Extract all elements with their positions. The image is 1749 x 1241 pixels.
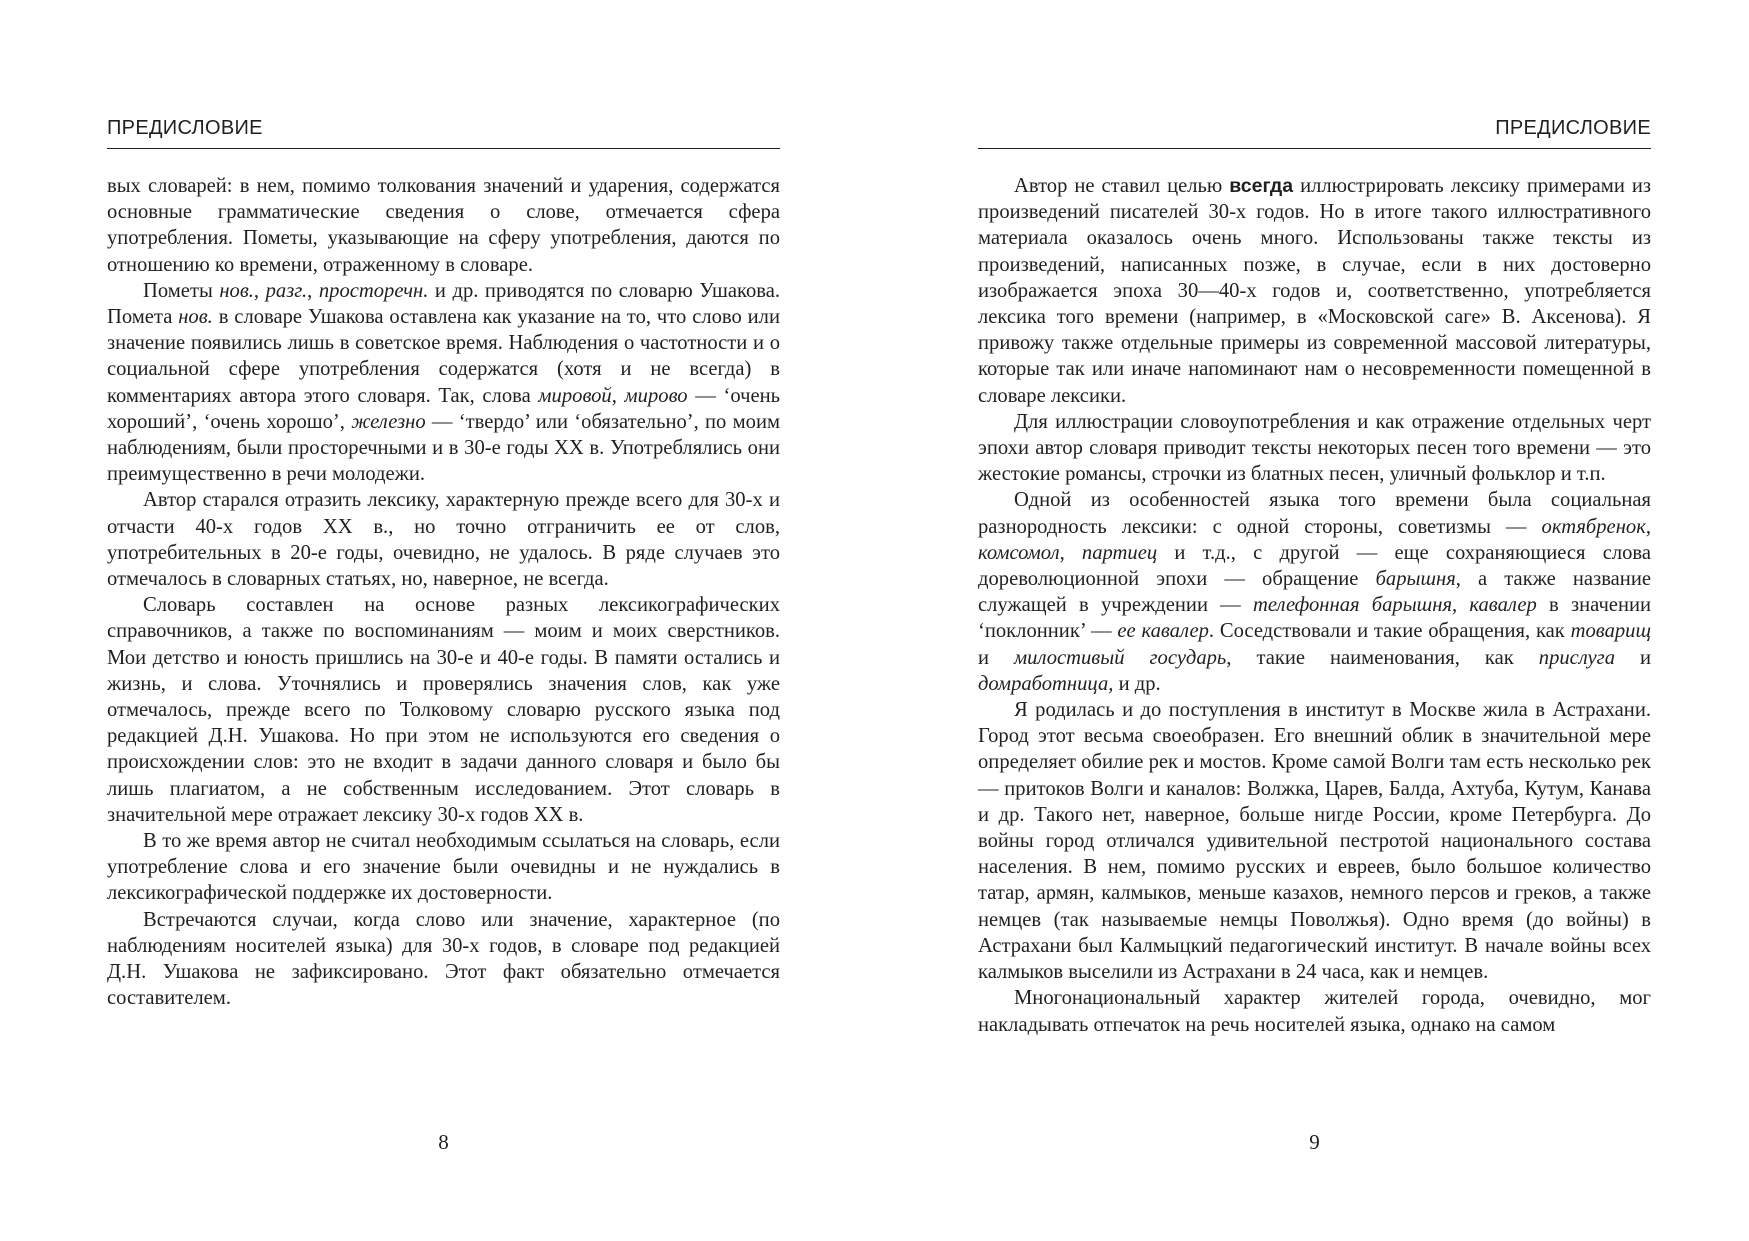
text-run: , <box>307 279 319 302</box>
italic-text: нов. <box>219 279 254 302</box>
text-run: иллюстрировать лексику примерами из произведений писателей 30-х годов. Но в итоге такого иллюстративного материала оказалось очень много. Использованы также тексты из произведений, написанных позже, в случае, если в них достоверно изображается эпоха 30—40-х годов и, соответственно, употребляется лексика того времени (например, в «Московской саге» В. Аксенова). Я привожу также отдельные примеры из современной массовой литературы, которые так или иначе напоминают нам о несовременности помещенной в словаре лексики. <box>978 175 1651 407</box>
text-run: и <box>978 646 1015 669</box>
text-run: Автор старался отразить лексику, характерную прежде всего для 30-х и отчасти 40-х годов XX в., но точно отграничить ее от слов, употребительных в 20-е годы, очевидно, не удалось. В ряде случаев это отмечалось в словарных статьях, но, наверное, не всегда. <box>107 489 780 591</box>
text-run: Автор не ставил целью <box>1014 175 1230 197</box>
text-run: Я родилась и до поступления в институт в Москве жила в Астрахани. Город этот весьма своеобразен. Его внешний облик в значительной мере определяет обилие рек и мостов. Кроме самой Волги там есть несколько рек — притоков Волги и каналов: Волжка, Царев, Балда, Ахтуба, Кутум, Канава и др. Такого нет, наверное, больше нигде России, кроме Петербурга. До войны город отличался удивительной пестротой национального состава населения. В нем, помимо русских и евреев, было большое количество татар, армян, калмыков, меньше казахов, немного персов и греков, а также немцев (так называемые немцы Поволжья). Одно время (до войны) в Астрахани был Калмыцкий педагогический институт. В начале войны всех калмыков выселили из Астрахани в 24 часа, как и немцев. <box>978 699 1651 984</box>
italic-text: кавалер <box>1469 594 1537 617</box>
text-run: и др. <box>1113 672 1161 695</box>
italic-text: барышня <box>1375 568 1456 591</box>
text-run: Встречаются случаи, когда слово или значение, характерное (по наблюдениям носителей языка) для 30-х годов, в словаре под редакцией Д.Н. Ушакова не зафиксировано. Этот факт обязательно отмечается составителем. <box>107 908 780 1010</box>
text-run: , <box>1059 541 1082 564</box>
italic-text: партиец <box>1081 541 1158 564</box>
paragraph <box>978 409 1651 488</box>
italic-text: мировой <box>538 384 612 407</box>
italic-text: октябренок <box>1541 515 1646 538</box>
text-run: — ‘очень хороший’, ‘очень хорошо’, <box>107 384 780 433</box>
text-run: , <box>1452 594 1470 617</box>
paragraph <box>107 487 780 592</box>
text-run: вых словарей: в нем, помимо толкования значений и ударения, содержатся основные грамматические сведения о слове, отмечается сфера употребления. Пометы, указывающие на сферу употребления, даются по отношению ко времени, отраженному в словаре. <box>107 175 780 276</box>
italic-text: товарищ <box>1570 620 1652 643</box>
text-run: , <box>611 384 625 407</box>
body-text-left <box>107 173 780 1012</box>
italic-text: ее кавалер <box>1117 620 1209 643</box>
italic-text: железно <box>351 410 426 433</box>
paragraph <box>978 487 1651 697</box>
body-text-right <box>978 173 1651 1038</box>
italic-text: комсомол <box>978 541 1060 564</box>
text-run: Для иллюстрации словоупотребления и как отражение отдельных черт эпохи автор словаря приводит тексты некоторых песен того времени — это жестокие романсы, строчки из блатных песен, уличный фольклор и т.п. <box>978 410 1651 486</box>
text-run: , <box>253 279 266 302</box>
italic-text: домработница, <box>978 672 1114 695</box>
paragraph <box>107 907 780 1012</box>
bold-text: всегда <box>1229 175 1294 197</box>
text-run: , <box>1645 515 1651 538</box>
page-number-left: 8 <box>438 1130 449 1154</box>
text-run: В то же время автор не считал необходимым ссылаться на словарь, если употребление слова и его значение были очевидны и не нуждались в лексикографической поддержке их достоверности. <box>107 830 780 905</box>
page-number-right: 9 <box>1309 1130 1320 1154</box>
text-run: Одной из особенностей языка того времени была социальная разнородность лексики: с одной стороны, советизмы — <box>978 489 1651 538</box>
text-run: и т.д., с другой — еще сохраняющиеся слова дореволюционной эпохи — обращение <box>978 541 1651 591</box>
text-run: в словаре Ушакова оставлена как указание на то, что слово или значение появились лишь в советское время. Наблюдения о частотности и о социальной сфере употребления содержатся (хотя и не всегда) в комментариях автора этого словаря. Так, слова <box>107 306 780 407</box>
text-run: — ‘твердо’ или ‘обязательно’, по моим наблюдениям, были просторечными и в 30-е годы XX в. Употреблялись они преимущественно в речи молодежи. <box>107 410 781 486</box>
text-run: , а также название служащей в учреждении — <box>978 568 1651 617</box>
text-run: Многонациональный характер жителей города, очевидно, мог накладывать отпечаток на речь носителей языка, однако на самом <box>978 987 1651 1036</box>
text-run: Словарь составлен на основе разных лексикографических справочников, а также по воспоминаниям — моим и моих сверстников. Мои детство и юность пришлись на 30-е и 40-е годы. В памяти остались и жизнь, и слова. Уточнялись и проверялись значения слов, как уже отмечалось, прежде всего по Толковому словарю русского языка под редакцией Д.Н. Ушакова. Но при этом не используются его сведения о происхождении слов: это не входит в задачи данного словаря и было бы лишь плагиатом, а не собственным исследованием. Этот словарь в значительной мере отражает лексику 30-х годов XX в. <box>107 594 780 826</box>
text-run: Пометы <box>143 279 220 302</box>
text-run: и др. приводятся по словарю Ушакова. Помета <box>107 279 781 329</box>
italic-text: просторечн. <box>318 279 429 302</box>
text-run: . Соседствовали и такие обращения, как <box>1208 620 1571 643</box>
text-run: в значении ‘поклонник’ — <box>978 594 1652 643</box>
italic-text: мирово <box>624 384 688 407</box>
italic-text: разг. <box>265 279 308 302</box>
italic-text: телефонная барышня <box>1253 594 1453 617</box>
italic-text: прислуга <box>1538 646 1615 669</box>
paragraph <box>978 985 1651 1037</box>
paragraph <box>107 278 780 488</box>
running-head-right: ПРЕДИСЛОВИЕ <box>978 116 1651 149</box>
paragraph <box>107 592 780 828</box>
running-head-left: ПРЕДИСЛОВИЕ <box>107 116 780 149</box>
italic-text: милостивый государь <box>1014 646 1227 669</box>
italic-text: нов. <box>178 306 213 329</box>
text-run: и <box>1615 646 1652 669</box>
paragraph <box>107 828 780 907</box>
paragraph <box>107 173 780 278</box>
text-run: , такие наименования, как <box>1226 646 1539 669</box>
paragraph <box>978 697 1651 985</box>
paragraph <box>978 173 1651 409</box>
